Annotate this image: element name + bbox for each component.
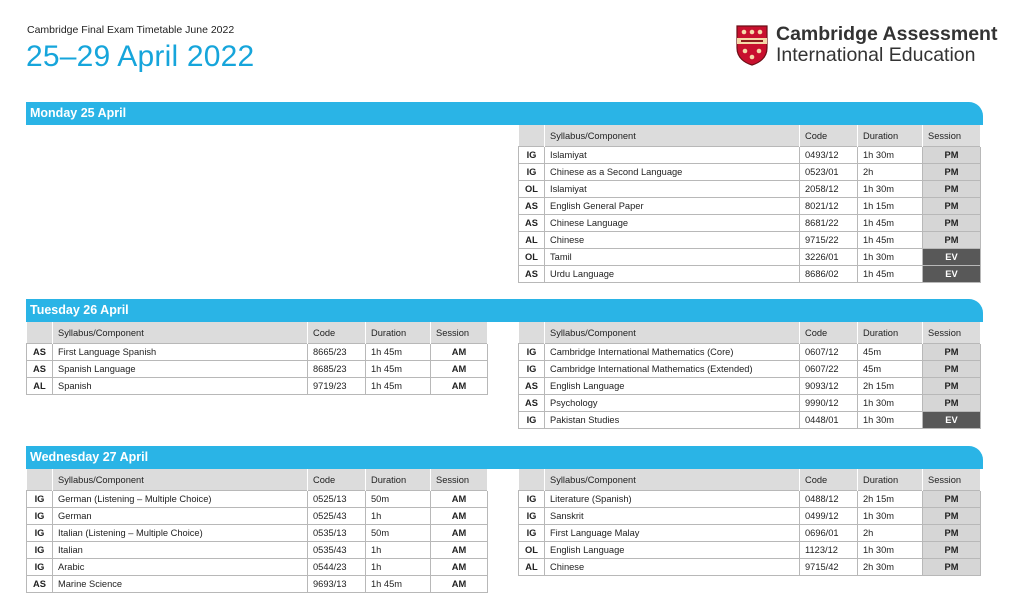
session-cell: AM	[431, 559, 488, 576]
duration-cell: 45m	[858, 361, 923, 378]
table-header-row	[27, 469, 488, 491]
logo-line-1: Cambridge Assessment	[776, 23, 998, 45]
component-cell: Urdu Language	[545, 266, 800, 283]
duration-cell: 2h	[858, 164, 923, 181]
component-cell: Islamiyat	[545, 181, 800, 198]
component-cell: Spanish	[53, 378, 308, 395]
code-cell: 0523/01	[800, 164, 858, 181]
header-session: Session	[923, 125, 981, 147]
header-duration: Duration	[366, 322, 431, 344]
header-session: Session	[923, 322, 981, 344]
session-cell: PM	[923, 378, 981, 395]
code-cell: 8021/12	[800, 198, 858, 215]
component-cell: German	[53, 508, 308, 525]
component-cell: Literature (Spanish)	[545, 491, 800, 508]
table-row	[519, 361, 981, 378]
table-row	[27, 525, 488, 542]
duration-cell: 2h 15m	[858, 378, 923, 395]
header-code: Code	[800, 322, 858, 344]
code-cell: 8681/22	[800, 215, 858, 232]
duration-cell: 1h 30m	[858, 147, 923, 164]
component-cell: Islamiyat	[545, 147, 800, 164]
table-row	[519, 344, 981, 361]
table-row	[519, 181, 981, 198]
code-cell: 0499/12	[800, 508, 858, 525]
session-cell: PM	[923, 559, 981, 576]
session-cell: AM	[431, 508, 488, 525]
duration-cell: 1h 30m	[858, 508, 923, 525]
header-code: Code	[308, 469, 366, 491]
table-row	[519, 215, 981, 232]
component-cell: Chinese as a Second Language	[545, 164, 800, 181]
table-row	[519, 266, 981, 283]
session-cell: PM	[923, 491, 981, 508]
header-code: Code	[308, 322, 366, 344]
level-cell: AS	[519, 378, 545, 395]
duration-cell: 1h	[366, 559, 431, 576]
level-cell: AS	[27, 576, 53, 593]
level-cell: OL	[519, 249, 545, 266]
header-component: Syllabus/Component	[545, 125, 800, 147]
duration-cell: 1h 45m	[366, 378, 431, 395]
session-cell: PM	[923, 361, 981, 378]
level-cell: IG	[519, 412, 545, 429]
header-level	[519, 322, 545, 344]
code-cell: 0607/12	[800, 344, 858, 361]
table-row	[519, 395, 981, 412]
component-cell: Chinese Language	[545, 215, 800, 232]
table-row	[27, 361, 488, 378]
page-title: 25–29 April 2022	[26, 40, 255, 73]
header-session: Session	[923, 469, 981, 491]
component-cell: Cambridge International Mathematics (Core)	[545, 344, 800, 361]
duration-cell: 1h 30m	[858, 395, 923, 412]
right-session-table	[518, 322, 981, 429]
header-duration: Duration	[858, 469, 923, 491]
code-cell: 0696/01	[800, 525, 858, 542]
header-code: Code	[800, 125, 858, 147]
code-cell: 0525/43	[308, 508, 366, 525]
level-cell: IG	[519, 508, 545, 525]
header-duration: Duration	[366, 469, 431, 491]
level-cell: AS	[519, 395, 545, 412]
session-cell: PM	[923, 198, 981, 215]
duration-cell: 2h	[858, 525, 923, 542]
session-cell: AM	[431, 525, 488, 542]
duration-cell: 1h 45m	[366, 576, 431, 593]
code-cell: 0535/43	[308, 542, 366, 559]
table-row	[27, 378, 488, 395]
component-cell: Cambridge International Mathematics (Extended)	[545, 361, 800, 378]
header-duration: Duration	[858, 322, 923, 344]
session-cell: PM	[923, 232, 981, 249]
table-row	[519, 164, 981, 181]
header-session: Session	[431, 469, 488, 491]
table-row	[27, 542, 488, 559]
duration-cell: 50m	[366, 525, 431, 542]
session-cell: PM	[923, 181, 981, 198]
code-cell: 8686/02	[800, 266, 858, 283]
duration-cell: 1h 30m	[858, 249, 923, 266]
component-cell: Pakistan Studies	[545, 412, 800, 429]
component-cell: Arabic	[53, 559, 308, 576]
level-cell: IG	[519, 491, 545, 508]
session-cell: EV	[923, 266, 981, 283]
table-row	[27, 559, 488, 576]
level-cell: OL	[519, 181, 545, 198]
component-cell: First Language Malay	[545, 525, 800, 542]
level-cell: IG	[27, 542, 53, 559]
duration-cell: 1h	[366, 508, 431, 525]
duration-cell: 1h 30m	[858, 181, 923, 198]
component-cell: English Language	[545, 542, 800, 559]
component-cell: Sanskrit	[545, 508, 800, 525]
session-cell: PM	[923, 508, 981, 525]
table-header-row	[519, 469, 981, 491]
session-cell: EV	[923, 249, 981, 266]
code-cell: 0607/22	[800, 361, 858, 378]
code-cell: 0493/12	[800, 147, 858, 164]
code-cell: 9990/12	[800, 395, 858, 412]
session-cell: AM	[431, 576, 488, 593]
duration-cell: 1h 30m	[858, 412, 923, 429]
level-cell: IG	[27, 525, 53, 542]
table-row	[519, 542, 981, 559]
level-cell: IG	[519, 164, 545, 181]
code-cell: 9693/13	[308, 576, 366, 593]
level-cell: IG	[519, 525, 545, 542]
session-cell: PM	[923, 395, 981, 412]
level-cell: IG	[27, 491, 53, 508]
crest-icon	[735, 24, 769, 66]
duration-cell: 45m	[858, 344, 923, 361]
table-row	[519, 232, 981, 249]
session-cell: PM	[923, 147, 981, 164]
session-cell: AM	[431, 491, 488, 508]
document-subtitle: Cambridge Final Exam Timetable June 2022	[27, 24, 235, 36]
table-row	[519, 491, 981, 508]
code-cell: 3226/01	[800, 249, 858, 266]
component-cell: Chinese	[545, 559, 800, 576]
component-cell: Psychology	[545, 395, 800, 412]
header-duration: Duration	[858, 125, 923, 147]
component-cell: Italian	[53, 542, 308, 559]
header-component: Syllabus/Component	[53, 322, 308, 344]
component-cell: Italian (Listening – Multiple Choice)	[53, 525, 308, 542]
level-cell: IG	[27, 559, 53, 576]
day-header: Tuesday 26 April	[26, 299, 983, 322]
right-session-table	[518, 469, 981, 576]
level-cell: AS	[519, 266, 545, 283]
component-cell: English General Paper	[545, 198, 800, 215]
day-header: Monday 25 April	[26, 102, 983, 125]
left-session-table	[26, 469, 488, 593]
table-row	[519, 508, 981, 525]
session-cell: AM	[431, 378, 488, 395]
duration-cell: 50m	[366, 491, 431, 508]
level-cell: IG	[27, 508, 53, 525]
session-cell: PM	[923, 164, 981, 181]
code-cell: 9715/42	[800, 559, 858, 576]
table-row	[27, 491, 488, 508]
header-session: Session	[431, 322, 488, 344]
right-session-table	[518, 125, 981, 283]
code-cell: 1123/12	[800, 542, 858, 559]
level-cell: AS	[519, 215, 545, 232]
level-cell: AS	[27, 344, 53, 361]
cambridge-logo	[735, 24, 997, 68]
code-cell: 0535/13	[308, 525, 366, 542]
code-cell: 9093/12	[800, 378, 858, 395]
session-cell: PM	[923, 525, 981, 542]
code-cell: 8665/23	[308, 344, 366, 361]
duration-cell: 1h 30m	[858, 542, 923, 559]
level-cell: AS	[519, 198, 545, 215]
session-cell: PM	[923, 344, 981, 361]
code-cell: 0488/12	[800, 491, 858, 508]
level-cell: AL	[519, 559, 545, 576]
component-cell: Chinese	[545, 232, 800, 249]
header-component: Syllabus/Component	[545, 322, 800, 344]
duration-cell: 2h 30m	[858, 559, 923, 576]
level-cell: IG	[519, 344, 545, 361]
code-cell: 0544/23	[308, 559, 366, 576]
table-row	[519, 198, 981, 215]
level-cell: IG	[519, 147, 545, 164]
duration-cell: 1h 45m	[366, 344, 431, 361]
session-cell: AM	[431, 542, 488, 559]
duration-cell: 2h 15m	[858, 491, 923, 508]
table-header-row	[519, 322, 981, 344]
level-cell: IG	[519, 361, 545, 378]
duration-cell: 1h 45m	[366, 361, 431, 378]
component-cell: First Language Spanish	[53, 344, 308, 361]
duration-cell: 1h 45m	[858, 266, 923, 283]
table-row	[27, 508, 488, 525]
table-row	[519, 559, 981, 576]
component-cell: Spanish Language	[53, 361, 308, 378]
level-cell: AL	[519, 232, 545, 249]
level-cell: AL	[27, 378, 53, 395]
table-row	[519, 147, 981, 164]
table-row	[519, 378, 981, 395]
table-row	[519, 412, 981, 429]
component-cell: Marine Science	[53, 576, 308, 593]
level-cell: OL	[519, 542, 545, 559]
level-cell: AS	[27, 361, 53, 378]
header-level	[519, 469, 545, 491]
session-cell: PM	[923, 215, 981, 232]
table-header-row	[519, 125, 981, 147]
duration-cell: 1h 45m	[858, 215, 923, 232]
table-header-row	[27, 322, 488, 344]
session-cell: AM	[431, 344, 488, 361]
header-level	[27, 322, 53, 344]
session-cell: AM	[431, 361, 488, 378]
code-cell: 8685/23	[308, 361, 366, 378]
header-code: Code	[800, 469, 858, 491]
code-cell: 0525/13	[308, 491, 366, 508]
session-cell: EV	[923, 412, 981, 429]
table-row	[27, 576, 488, 593]
code-cell: 0448/01	[800, 412, 858, 429]
header-level	[519, 125, 545, 147]
day-header: Wednesday 27 April	[26, 446, 983, 469]
table-row	[519, 525, 981, 542]
left-session-table	[26, 322, 488, 395]
component-cell: German (Listening – Multiple Choice)	[53, 491, 308, 508]
header-level	[27, 469, 53, 491]
code-cell: 9715/22	[800, 232, 858, 249]
duration-cell: 1h 15m	[858, 198, 923, 215]
header-component: Syllabus/Component	[53, 469, 308, 491]
header-component: Syllabus/Component	[545, 469, 800, 491]
table-row	[27, 344, 488, 361]
component-cell: English Language	[545, 378, 800, 395]
session-cell: PM	[923, 542, 981, 559]
table-row	[519, 249, 981, 266]
code-cell: 9719/23	[308, 378, 366, 395]
duration-cell: 1h	[366, 542, 431, 559]
logo-line-2: International Education	[776, 44, 976, 66]
duration-cell: 1h 45m	[858, 232, 923, 249]
code-cell: 2058/12	[800, 181, 858, 198]
component-cell: Tamil	[545, 249, 800, 266]
